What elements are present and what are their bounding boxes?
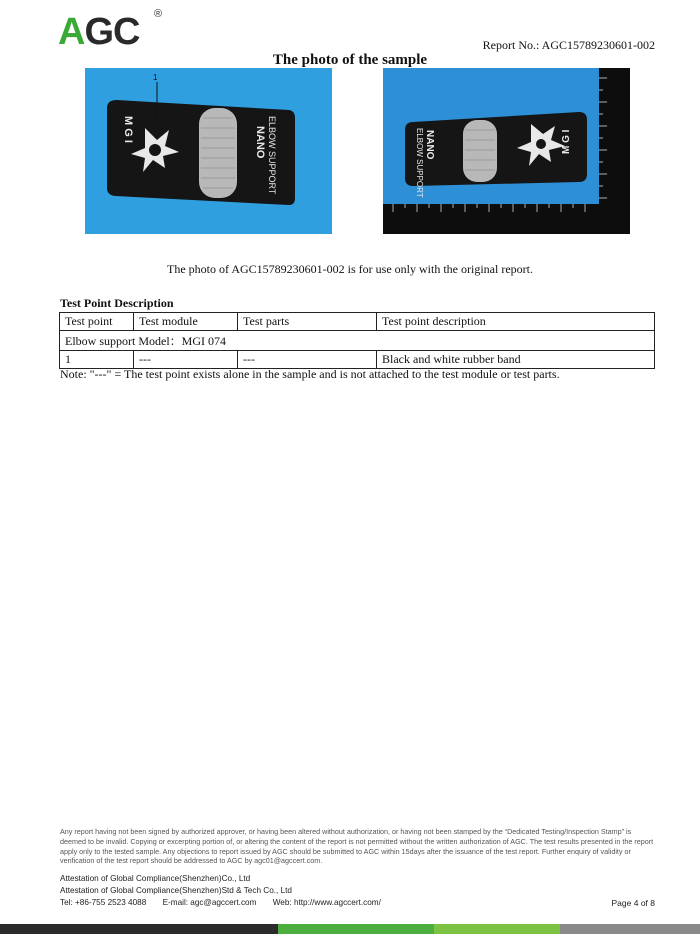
page-number: Page 4 of 8 bbox=[611, 898, 655, 908]
test-point-section-title: Test Point Description bbox=[60, 296, 174, 310]
company-name-1: Attestation of Global Compliance(Shenzhen)Co., Ltd bbox=[60, 874, 251, 883]
test-point-callout: 1 bbox=[153, 73, 158, 82]
contact-web: Web: http://www.agccert.com/ bbox=[272, 898, 381, 907]
sample-print-brand: M G I bbox=[122, 116, 134, 143]
logo-letters-gc: GC bbox=[84, 11, 140, 53]
footer-bar-segment-grey bbox=[560, 924, 700, 934]
footer-disclaimer: Any report having not been signed by authorized approver, or having been altered without authorization, or having not been stamped by the “Dedicated Testing/Inspection Stamp” is deemed to be invalid. Copying or excerpting portion of, or altering the content of the report is not permitted without the written authorization of AGC. The test results presented in the report apply only to the tested sample. Any objections to report issued by AGC should be submitted to AGC within 15days after the issuance of the test report. Further enquiry of validity or verification of the test report should be addressed to AGC by agc01@agccert.com. bbox=[60, 827, 654, 866]
sample-print-product: ELBOW SUPPORT bbox=[267, 116, 277, 195]
sample2-print-nano: NANO bbox=[424, 130, 435, 160]
report-number: Report No.: AGC15789230601-002 bbox=[482, 38, 655, 52]
logo-letter-a: A bbox=[58, 11, 85, 53]
table-row bbox=[60, 351, 655, 369]
group-row-model: Elbow support Model：MGI 074 bbox=[60, 331, 655, 351]
footer-bar-segment-green bbox=[278, 924, 434, 934]
contact-line bbox=[60, 898, 660, 907]
company-name-2: Attestation of Global Compliance(Shenzhen)Std & Tech Co., Ltd bbox=[60, 886, 292, 895]
photo-caption: The photo of AGC15789230601-002 is for use only with the original report. bbox=[167, 262, 533, 276]
contact-email: E-mail: agc@agccert.com bbox=[162, 898, 257, 907]
contact-tel: Tel: +86-755 2523 4088 bbox=[60, 898, 147, 907]
test-point-table bbox=[59, 312, 655, 369]
footer-color-bar bbox=[0, 924, 700, 934]
page-title: The photo of the sample bbox=[272, 52, 428, 68]
sample-photo-front-drawing bbox=[85, 68, 332, 234]
sample-photo-ruler-drawing bbox=[383, 68, 630, 234]
registered-mark: ® bbox=[154, 8, 163, 20]
agc-logo bbox=[58, 8, 168, 53]
header-test-point: Test point bbox=[60, 313, 134, 331]
sample2-print-product: ELBOW SUPPORT bbox=[415, 128, 424, 198]
footer-bar-segment-lightgreen bbox=[434, 924, 560, 934]
logo-wordmark bbox=[58, 12, 168, 52]
cell-test-point-description: Black and white rubber band bbox=[377, 351, 655, 369]
table-note: Note: "---" = The test point exists alone in the sample and is not attached to the test module or test parts. bbox=[60, 367, 560, 381]
table-group-row bbox=[60, 331, 655, 351]
header-test-module: Test module bbox=[134, 313, 238, 331]
sample2-print-brand: M G I bbox=[561, 129, 572, 154]
cell-test-point: 1 bbox=[60, 351, 134, 369]
footer-bar-segment-dark bbox=[0, 924, 278, 934]
cell-test-parts: --- bbox=[238, 351, 377, 369]
header-test-point-description: Test point description bbox=[377, 313, 655, 331]
header-test-parts: Test parts bbox=[238, 313, 377, 331]
table-header-row bbox=[60, 313, 655, 331]
sample-print-nano: NANO bbox=[254, 126, 266, 159]
cell-test-module: --- bbox=[134, 351, 238, 369]
sample-photo-front bbox=[85, 68, 332, 234]
sample-photo-with-ruler bbox=[383, 68, 630, 234]
